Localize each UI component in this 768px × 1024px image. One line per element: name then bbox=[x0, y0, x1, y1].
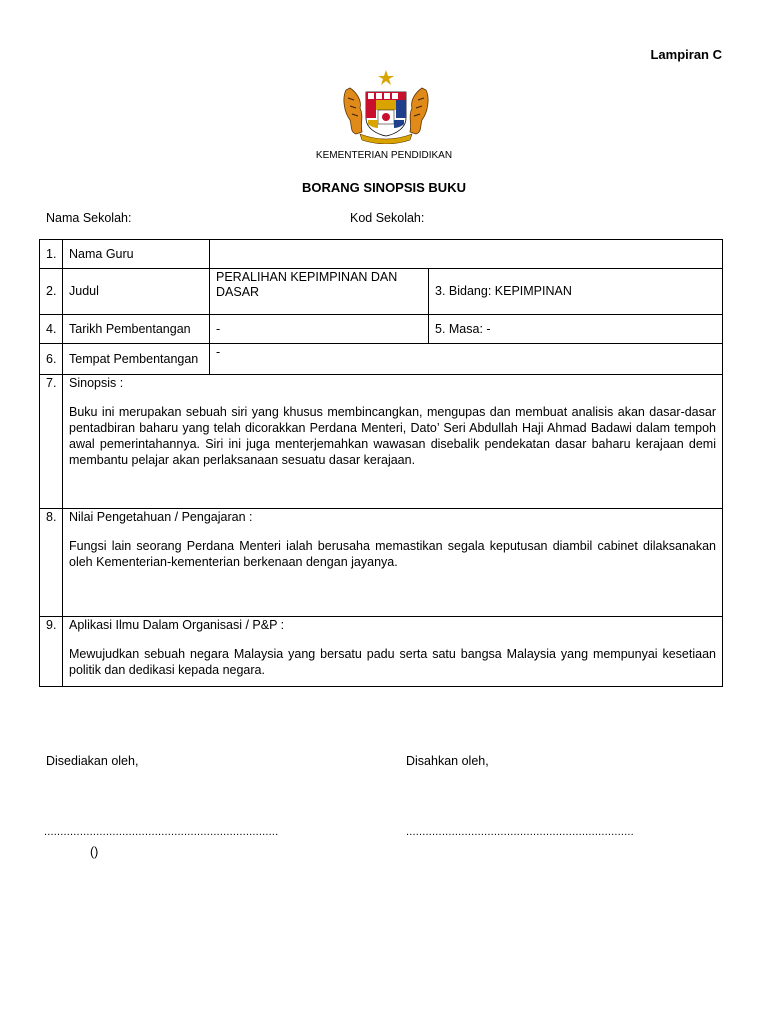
form-section-knowledge-value bbox=[40, 509, 723, 617]
row-label-title: Judul bbox=[63, 269, 210, 315]
row-number: 4. bbox=[40, 315, 63, 344]
signature-line-left[interactable]: ........................................................................ bbox=[44, 826, 279, 838]
book-title-value[interactable]: PERALIHAN KEPIMPINAN DAN DASAR bbox=[210, 269, 429, 315]
synopsis-text: Buku ini merupakan sebuah siri yang khusus membincangkan, mengupas dan membuat analisis akan dasar-dasar pentadbiran baharu yang telah dicorakkan Perdana Menteri, Dato’ Seri Abdullah Haji Ahmad Badawi dalam tempoh awal pemerintahannya. Siri ini juga menterjemahkan wawasan disebalik pendekatan dasar baharu kerajaan demi membantu pelajar akan perlaksanaan sesuatu dasar kerajaan. bbox=[69, 405, 716, 467]
coat-of-arms-emblem bbox=[338, 68, 434, 144]
form-section-synopsis bbox=[40, 375, 723, 509]
application-text: Mewujudkan sebuah negara Malaysia yang bersatu padu serta satu bangsa Malaysia yang mempunyai kesetiaan politik dan dedikasi kepada negara. bbox=[69, 647, 716, 677]
row-number: 6. bbox=[40, 344, 63, 375]
presentation-date-value[interactable]: - bbox=[210, 315, 429, 344]
application-heading: Aplikasi Ilmu Dalam Organisasi / P&P : bbox=[69, 618, 285, 632]
row-number: 2. bbox=[40, 269, 63, 315]
verified-by-label: Disahkan oleh, bbox=[406, 754, 489, 768]
school-name-label: Nama Sekolah: bbox=[46, 211, 132, 225]
signature-line-right[interactable]: ...................................................................... bbox=[406, 826, 634, 838]
teacher-name-field[interactable] bbox=[210, 240, 723, 269]
form-row-teacher-name bbox=[40, 240, 723, 269]
ministry-name: KEMENTERIAN PENDIDIKAN bbox=[315, 150, 453, 161]
form-row-presentation-venue bbox=[40, 344, 723, 375]
presentation-venue-value[interactable]: - bbox=[210, 344, 723, 375]
synopsis-heading: Sinopsis : bbox=[69, 376, 124, 390]
time-value[interactable]: 5. Masa: - bbox=[429, 315, 723, 344]
name-placeholder: () bbox=[90, 845, 99, 859]
row-number: 8. bbox=[40, 509, 63, 617]
synopsis-form-table bbox=[39, 239, 723, 687]
appendix-label: Lampiran C bbox=[650, 47, 722, 62]
form-section-application bbox=[40, 617, 723, 687]
row-label-presentation-date: Tarikh Pembentangan bbox=[63, 315, 210, 344]
form-title: BORANG SINOPSIS BUKU bbox=[302, 180, 466, 195]
knowledge-value-heading: Nilai Pengetahuan / Pengajaran : bbox=[69, 510, 253, 524]
knowledge-value-block[interactable] bbox=[63, 509, 723, 617]
application-block[interactable] bbox=[63, 617, 723, 687]
field-value[interactable]: 3. Bidang: KEPIMPINAN bbox=[429, 269, 723, 315]
row-number: 7. bbox=[40, 375, 63, 509]
form-row-presentation-date bbox=[40, 315, 723, 344]
school-code-label: Kod Sekolah: bbox=[350, 211, 425, 225]
form-row-title bbox=[40, 269, 723, 315]
row-number: 1. bbox=[40, 240, 63, 269]
row-number: 9. bbox=[40, 617, 63, 687]
row-label-presentation-venue: Tempat Pembentangan bbox=[63, 344, 210, 375]
synopsis-block[interactable] bbox=[63, 375, 723, 509]
row-label-teacher-name: Nama Guru bbox=[63, 240, 210, 269]
knowledge-value-text: Fungsi lain seorang Perdana Menteri ialah berusaha memastikan segala keputusan diambil cabinet dilaksanakan oleh Kementerian-kementerian berkenaan dengan jayanya. bbox=[69, 539, 716, 569]
prepared-by-label: Disediakan oleh, bbox=[46, 754, 139, 768]
